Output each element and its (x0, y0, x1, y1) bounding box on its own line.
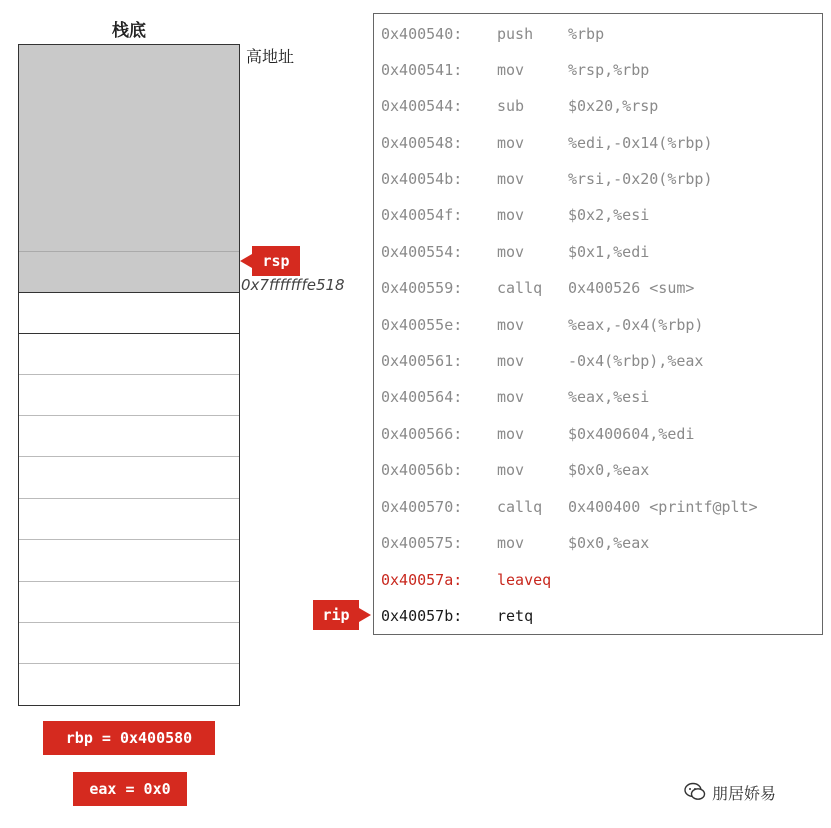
rip-pointer-tag: rip (313, 600, 359, 630)
code-line (381, 495, 758, 519)
code-address: 0x400554: (381, 243, 463, 261)
code-operands: %eax,-0x4(%rbp) (568, 316, 704, 334)
code-address: 0x400570: (381, 498, 463, 516)
code-operands: %eax,%esi (568, 388, 650, 406)
stack-slot-divider (19, 539, 239, 540)
code-operands: 0x400400 <printf@plt> (568, 498, 758, 516)
code-opcode: mov (497, 206, 525, 224)
stack-diagram (18, 44, 240, 706)
code-line (381, 313, 703, 337)
watermark (684, 778, 776, 806)
code-line (381, 422, 694, 446)
code-operands: %edi,-0x14(%rbp) (568, 134, 713, 152)
rbp-register-value: rbp = 0x400580 (43, 721, 215, 755)
code-operands: 0x400526 <sum> (568, 279, 695, 297)
eax-register-value: eax = 0x0 (73, 772, 187, 806)
code-opcode: leaveq (497, 571, 552, 589)
watermark-text: 朋居娇易 (712, 783, 777, 803)
code-opcode: mov (497, 134, 525, 152)
code-opcode: mov (497, 170, 525, 188)
stack-slot-divider (19, 333, 239, 334)
code-operands: $0x20,%rsp (568, 97, 659, 115)
code-address: 0x40057b: (381, 607, 463, 625)
code-operands: %rbp (568, 25, 605, 43)
code-line (381, 385, 649, 409)
code-address: 0x40054b: (381, 170, 463, 188)
stack-slot-divider (19, 251, 239, 252)
code-address: 0x400575: (381, 534, 463, 552)
code-line (381, 349, 703, 373)
code-opcode: mov (497, 461, 525, 479)
wechat-icon (684, 782, 706, 802)
code-line (381, 58, 649, 82)
stack-slot-divider (19, 663, 239, 664)
rip-arrow-icon (359, 608, 371, 622)
code-line-highlighted (381, 568, 568, 592)
code-opcode: mov (497, 425, 525, 443)
code-address: 0x40054f: (381, 206, 463, 224)
code-opcode: mov (497, 61, 525, 79)
stack-slot-divider (19, 581, 239, 582)
rsp-arrow-icon (240, 254, 252, 268)
code-address: 0x40056b: (381, 461, 463, 479)
code-line (381, 203, 649, 227)
code-address: 0x40055e: (381, 316, 463, 334)
code-opcode: push (497, 25, 534, 43)
code-opcode: mov (497, 534, 525, 552)
code-line (381, 240, 649, 264)
code-opcode: sub (497, 97, 525, 115)
stack-slot-divider (19, 498, 239, 499)
code-line (381, 531, 649, 555)
code-line (381, 131, 713, 155)
code-address: 0x400541: (381, 61, 463, 79)
stack-slot-divider (19, 415, 239, 416)
code-opcode: callq (497, 279, 543, 297)
code-operands: %rsp,%rbp (568, 61, 650, 79)
code-line (381, 276, 694, 300)
code-address: 0x400559: (381, 279, 463, 297)
code-opcode: mov (497, 388, 525, 406)
code-address: 0x400544: (381, 97, 463, 115)
code-operands: $0x0,%eax (568, 534, 650, 552)
code-operands: $0x1,%edi (568, 243, 650, 261)
code-address: 0x400566: (381, 425, 463, 443)
stack-bottom-title: 栈底 (112, 21, 146, 41)
code-address: 0x400548: (381, 134, 463, 152)
code-operands: $0x2,%esi (568, 206, 650, 224)
code-address: 0x40057a: (381, 571, 463, 589)
code-operands: %rsi,-0x20(%rbp) (568, 170, 713, 188)
stack-slot-divider (19, 374, 239, 375)
code-line (381, 94, 658, 118)
rsp-address: 0x7fffffffe518 (241, 276, 345, 294)
code-address: 0x400540: (381, 25, 463, 43)
assembly-listing (373, 13, 823, 635)
code-operands: $0x400604,%edi (568, 425, 695, 443)
code-operands: -0x4(%rbp),%eax (568, 352, 704, 370)
stack-slot-divider (19, 456, 239, 457)
code-line (381, 167, 713, 191)
code-opcode: callq (497, 498, 543, 516)
code-opcode: mov (497, 352, 525, 370)
code-opcode: mov (497, 243, 525, 261)
code-operands: $0x0,%eax (568, 461, 650, 479)
code-address: 0x400561: (381, 352, 463, 370)
rsp-pointer-tag: rsp (252, 246, 300, 276)
code-opcode: retq (497, 607, 534, 625)
code-line (381, 22, 604, 46)
code-line-current (381, 604, 568, 628)
code-line (381, 458, 649, 482)
stack-used-region (19, 45, 239, 293)
code-opcode: mov (497, 316, 525, 334)
code-address: 0x400564: (381, 388, 463, 406)
high-address-label: 高地址 (246, 47, 295, 66)
stack-slot-divider (19, 622, 239, 623)
